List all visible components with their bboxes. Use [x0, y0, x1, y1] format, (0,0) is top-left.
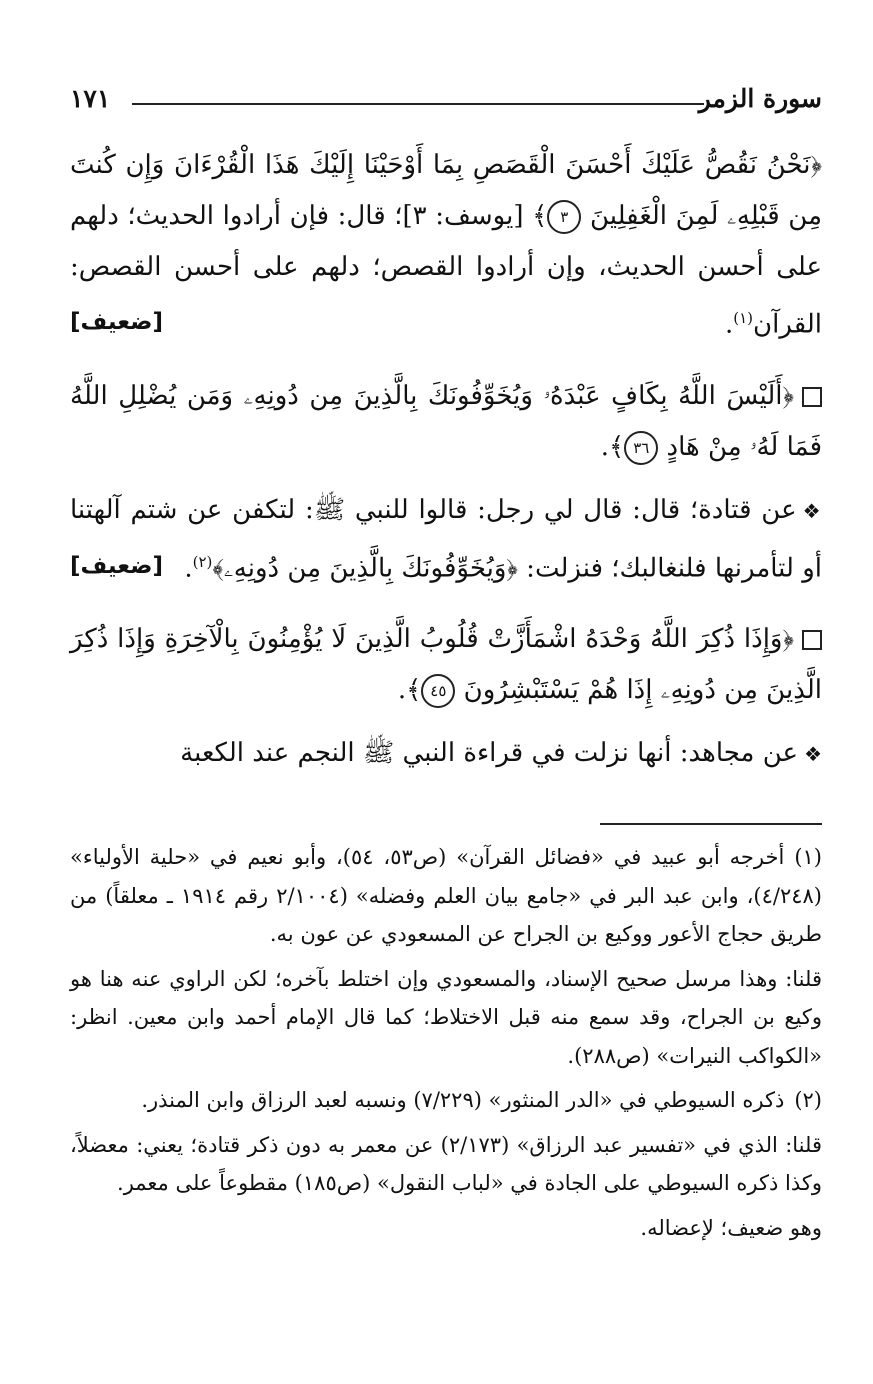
surah-title: سورة الزمر	[698, 84, 822, 113]
paragraph-text: ﴾ [يوسف: ٣]؛ قال: فإن أرادوا الحديث؛ دلهم على أحسن الحديث، وإن أرادوا القصص؛ دلهم على أحسن القصص: القرآن	[70, 201, 822, 340]
quran-verse: ﴿أَلَيْسَ اللَّهُ بِكَافٍ عَبْدَهُۥ وَيُخَوِّفُونَكَ بِالَّذِينَ مِن دُونِهِۦ وَمَن يُضْلِلِ اللَّهُ فَمَا لَهُۥ مِنْ هَادٍ	[70, 380, 822, 462]
footnote-2-final: وهو ضعيف؛ لإعضاله.	[640, 1215, 822, 1240]
verse-number-marker: ٣٦	[624, 431, 658, 465]
narration-text: عن قتادة؛ قال: قال لي رجل: قالوا للنبي ﷺ: لتكفن عن شتم آلهتنا أو لتأمرنها فلنغالبك؛ فنزلت:	[70, 494, 822, 584]
footnote-number: (٢)	[794, 1088, 822, 1112]
end-dot: .	[184, 553, 193, 584]
footnote-2-comment: قلنا: الذي في «تفسير عبد الرزاق» (٢/١٧٣) عن معمر به دون ذكر قتادة؛ يعني: معضلاً، وكذا ذكره السيوطي على الجادة في «لباب النقول» (ص١٨٥) مقطوعاً على معمر.	[70, 1132, 822, 1195]
footnote-1	[70, 838, 822, 954]
bullet-diamond-icon: ❖	[802, 498, 822, 523]
narration-text: عن مجاهد: أنها نزلت في قراءة النبي ﷺ النجم عند الكعبة	[180, 738, 799, 769]
grade-label: [ضعيف]	[70, 309, 164, 335]
footnote-ref: (١)	[733, 309, 754, 327]
header-rule	[132, 103, 704, 105]
page-header	[70, 82, 822, 122]
verse-36-block	[70, 371, 822, 473]
footnote-number: (١)	[794, 845, 822, 869]
quran-quote: ﴿وَيُخَوِّفُونَكَ بِالَّذِينَ مِن دُونِهِۦ﴾	[212, 553, 518, 584]
square-marker-icon	[802, 630, 822, 650]
verse-close: ﴾.	[397, 675, 422, 706]
square-marker-icon	[802, 387, 822, 407]
footnote-text: أخرجه أبو عبيد في «فضائل القرآن» (ص٥٣، ٥٤)، وأبو نعيم في «حلية الأولياء» (٤/٢٤٨)، وابن عبد البر في «جامع بيان العلم وفضله» (٢/١٠٠٤ رقم ١٩١٤ ـ معلقاً) من طريق حجاج الأعور ووكيع بن الجراح عن المسعودي عن عون به.	[70, 845, 822, 946]
verse-close: ﴾.	[600, 431, 625, 462]
page-number: ١٧١	[70, 84, 111, 113]
verse-number-marker: ٤٥	[421, 674, 455, 708]
mujahid-narration	[70, 728, 822, 780]
paragraph-1	[70, 140, 822, 351]
quran-verse: ﴿نَحْنُ نَقُصُّ عَلَيْكَ أَحْسَنَ الْقَصَصِ بِمَا أَوْحَيْنَا إِلَيْكَ هَذَا الْقُرْءَانَ وَإِن كُنتَ مِن قَبْلِهِۦ لَمِنَ الْغَفِلِينَ	[70, 150, 823, 231]
footnote-1-comment: قلنا: وهذا مرسل صحيح الإسناد، والمسعودي وإن اختلط بآخره؛ لكن الراوي عنه هنا هو وكيع بن الجراح، وقد سمع منه قبل الاختلاط؛ كما قال الإمام أحمد وابن معين. انظر: «الكواكب النيرات» (ص٢٨٨).	[70, 966, 822, 1068]
qatada-narration	[70, 485, 822, 595]
footnotes	[70, 838, 822, 1247]
quran-verse: ﴿وَإِذَا ذُكِرَ اللَّهُ وَحْدَهُ اشْمَأَزَّتْ قُلُوبُ الَّذِينَ لَا يُؤْمِنُونَ بِالْآخِرَةِ وَإِذَا ذُكِرَ الَّذِينَ مِن دُونِهِۦ إِذَا هُمْ يَسْتَبْشِرُونَ	[70, 624, 822, 706]
footnote-ref: (٢)	[192, 552, 213, 571]
footnote-rule	[600, 823, 822, 825]
end-dot: .	[724, 309, 734, 340]
grade-label: [ضعيف]	[70, 552, 164, 579]
main-text	[70, 140, 822, 780]
verse-45-block	[70, 614, 822, 716]
verse-number-marker: ٣	[547, 200, 581, 234]
bullet-diamond-icon: ❖	[804, 742, 822, 767]
footnote-2	[70, 1081, 822, 1120]
footnote-text: ذكره السيوطي في «الدر المنثور» (٧/٢٢٩) ونسبه لعبد الرزاق وابن المنذر.	[141, 1088, 785, 1112]
